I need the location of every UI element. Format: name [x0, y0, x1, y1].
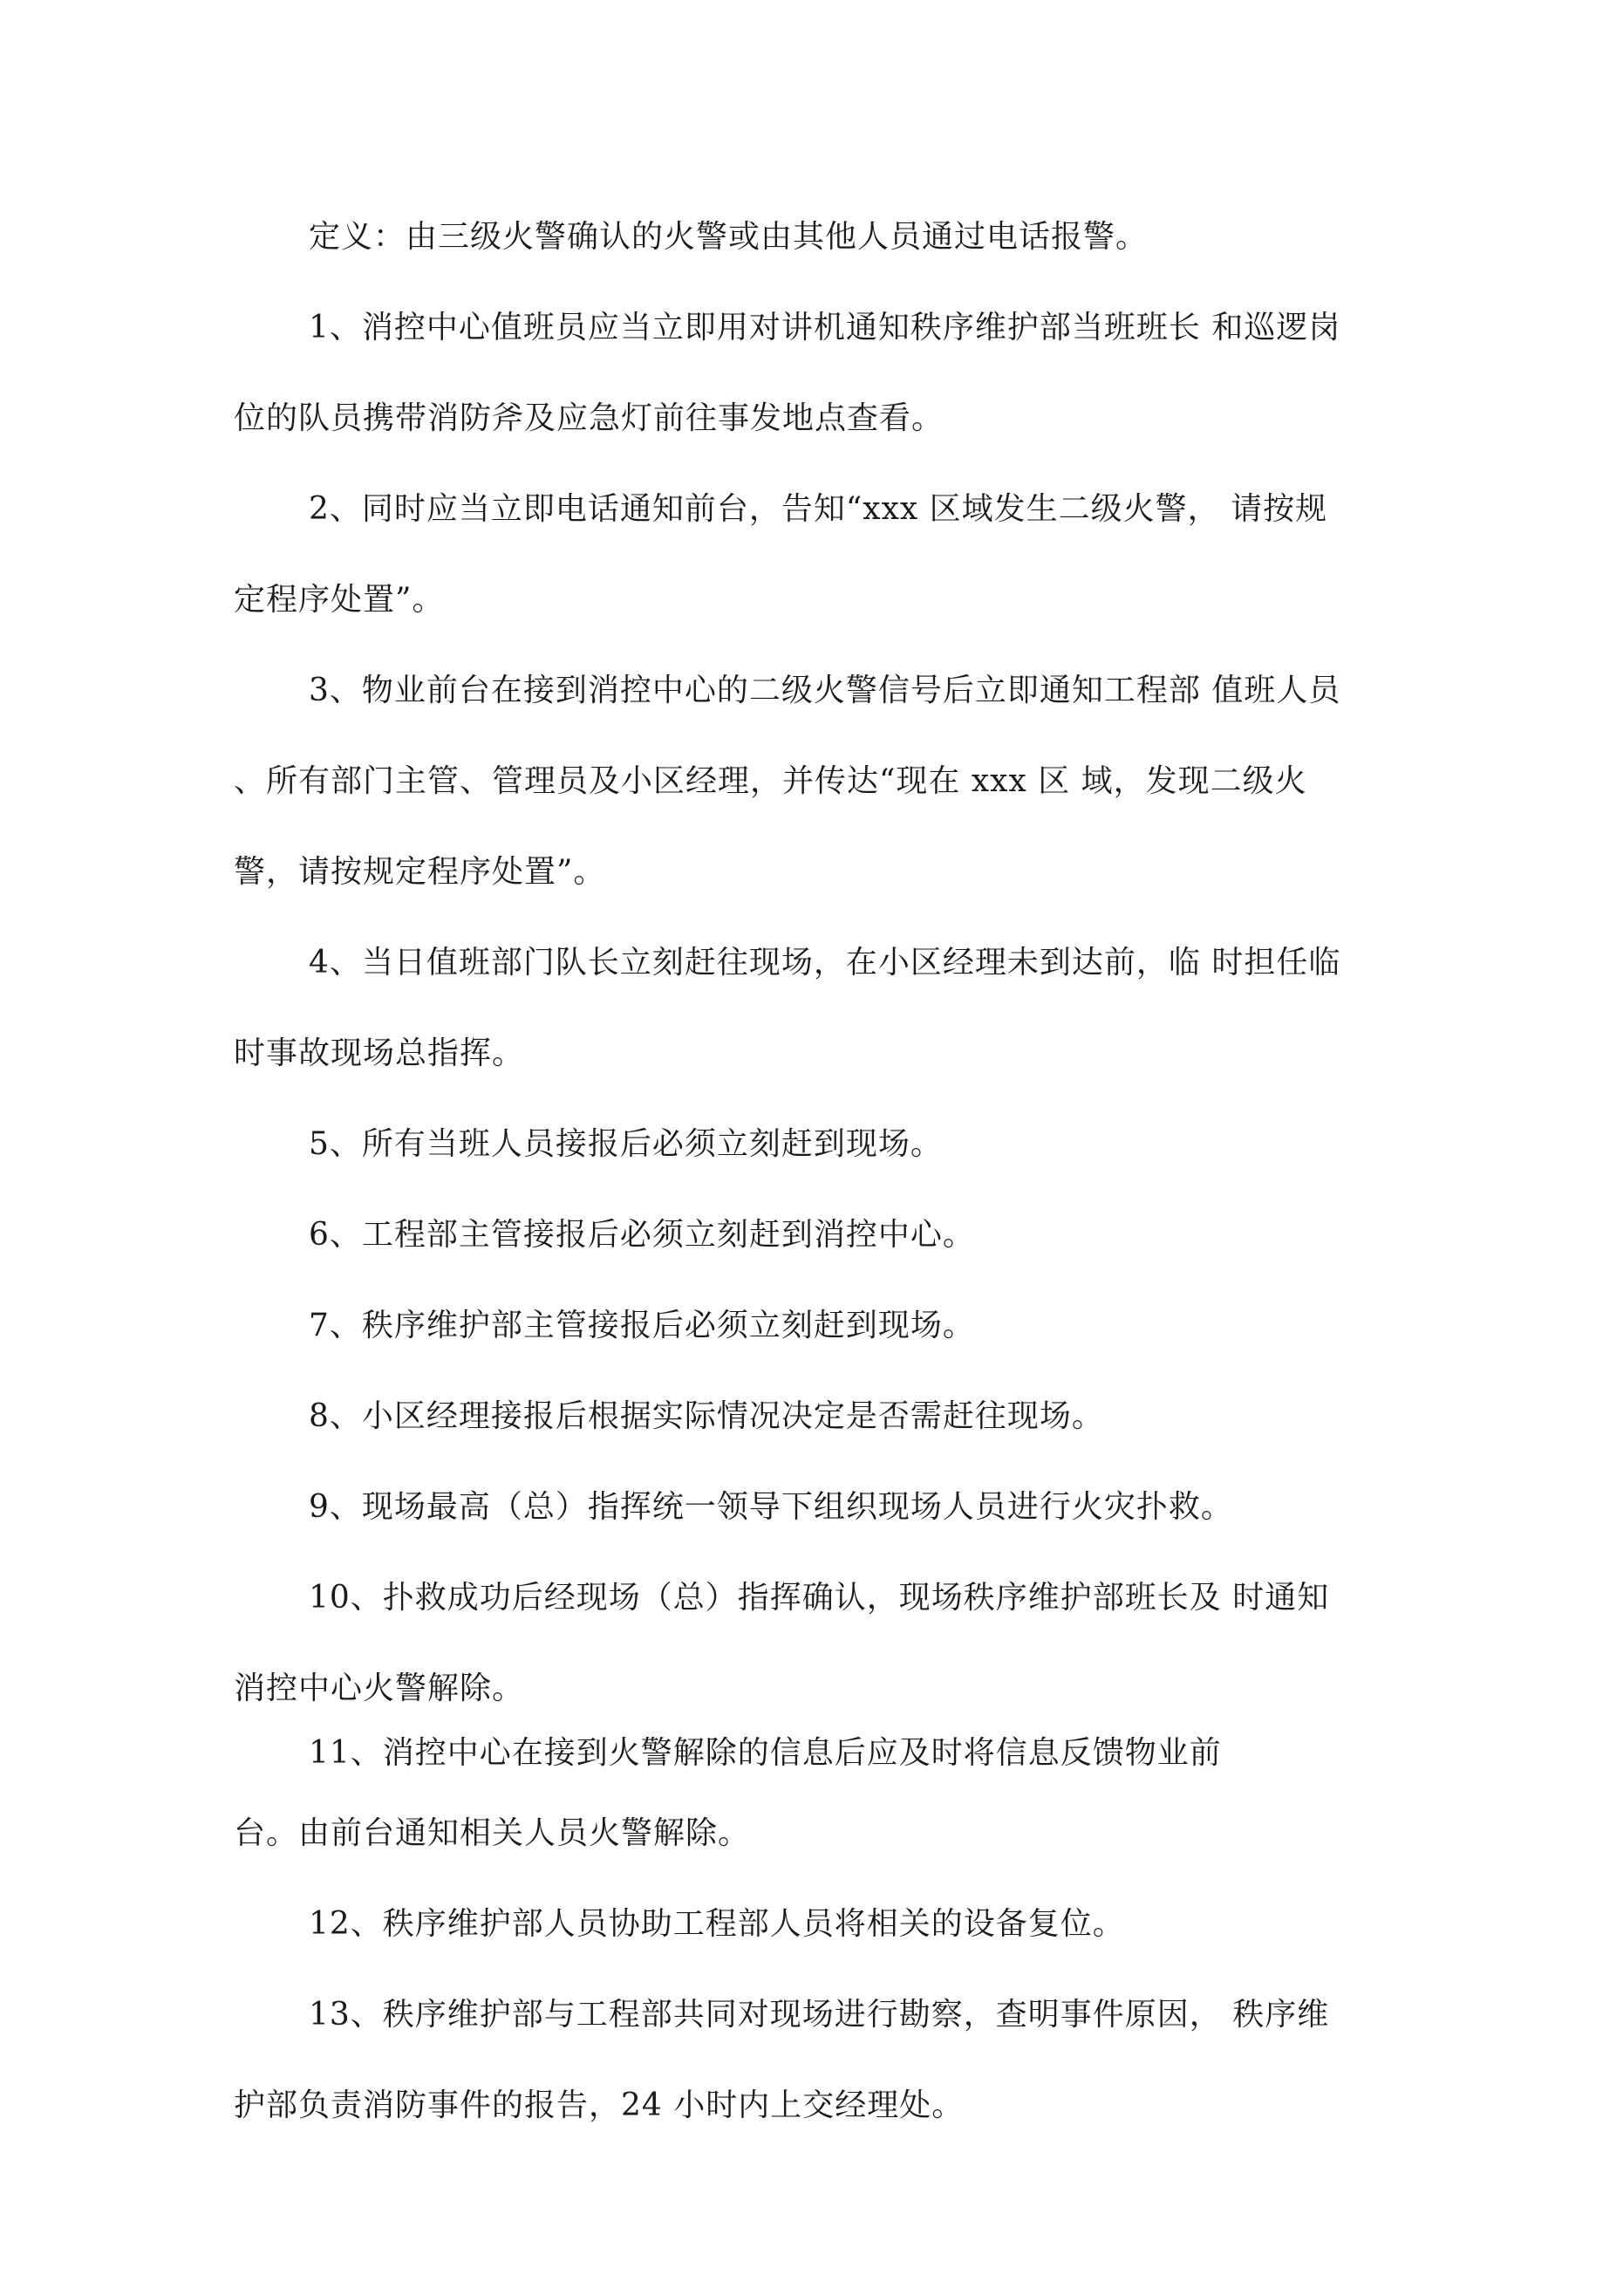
- paragraph-1-line-1: 1、消控中心值班员应当立即用对讲机通知秩序维护部当班班长 和巡逻岗: [309, 310, 1341, 345]
- paragraph-1-line-2: 位的队员携带消防斧及应急灯前往事发地点查看。: [234, 400, 944, 436]
- paragraph-10-line-2: 消控中心火警解除。: [234, 1671, 525, 1706]
- paragraph-3-line-2: 、所有部门主管、管理员及小区经理，并传达“现在 xxx 区 域，发现二级火: [234, 763, 1307, 799]
- paragraph-13-line-1: 13、秩序维护部与工程部共同对现场进行勘察，查明事件原因， 秩序维: [309, 1997, 1330, 2033]
- paragraph-11-line-2: 台。由前台通知相关人员火警解除。: [234, 1815, 751, 1851]
- paragraph-13-line-2: 护部负责消防事件的报告，24 小时内上交经理处。: [234, 2088, 965, 2123]
- paragraph-8: 8、小区经理接报后根据实际情况决定是否需赶往现场。: [309, 1398, 1104, 1434]
- paragraph-definition: 定义：由三级火警确认的火警或由其他人员通过电话报警。: [309, 219, 1149, 255]
- paragraph-2-line-2: 定程序处置”。: [234, 582, 445, 618]
- paragraph-3-line-3: 警，请按规定程序处置”。: [234, 854, 606, 890]
- paragraph-3-line-1: 3、物业前台在接到消控中心的二级火警信号后立即通知工程部 值班人员: [309, 673, 1341, 708]
- paragraph-4-line-1: 4、当日值班部门队长立刻赶往现场，在小区经理未到达前，临 时担任临: [309, 945, 1341, 981]
- paragraph-2-line-1: 2、同时应当立即电话通知前台，告知“xxx 区域发生二级火警， 请按规: [309, 491, 1328, 527]
- paragraph-5: 5、所有当班人员接报后必须立刻赶到现场。: [309, 1126, 943, 1162]
- paragraph-6: 6、工程部主管接报后必须立刻赶到消控中心。: [309, 1217, 975, 1253]
- paragraph-4-line-2: 时事故现场总指挥。: [234, 1035, 525, 1071]
- paragraph-9: 9、现场最高（总）指挥统一领导下组织现场人员进行火灾扑救。: [309, 1489, 1233, 1525]
- paragraph-11-line-1: 11、消控中心在接到火警解除的信息后应及时将信息反馈物业前: [309, 1735, 1222, 1771]
- paragraph-7: 7、秩序维护部主管接报后必须立刻赶到现场。: [309, 1308, 975, 1343]
- paragraph-10-line-1: 10、扑救成功后经现场（总）指挥确认，现场秩序维护部班长及 时通知: [309, 1580, 1330, 1616]
- paragraph-12: 12、秩序维护部人员协助工程部人员将相关的设备复位。: [309, 1906, 1125, 1942]
